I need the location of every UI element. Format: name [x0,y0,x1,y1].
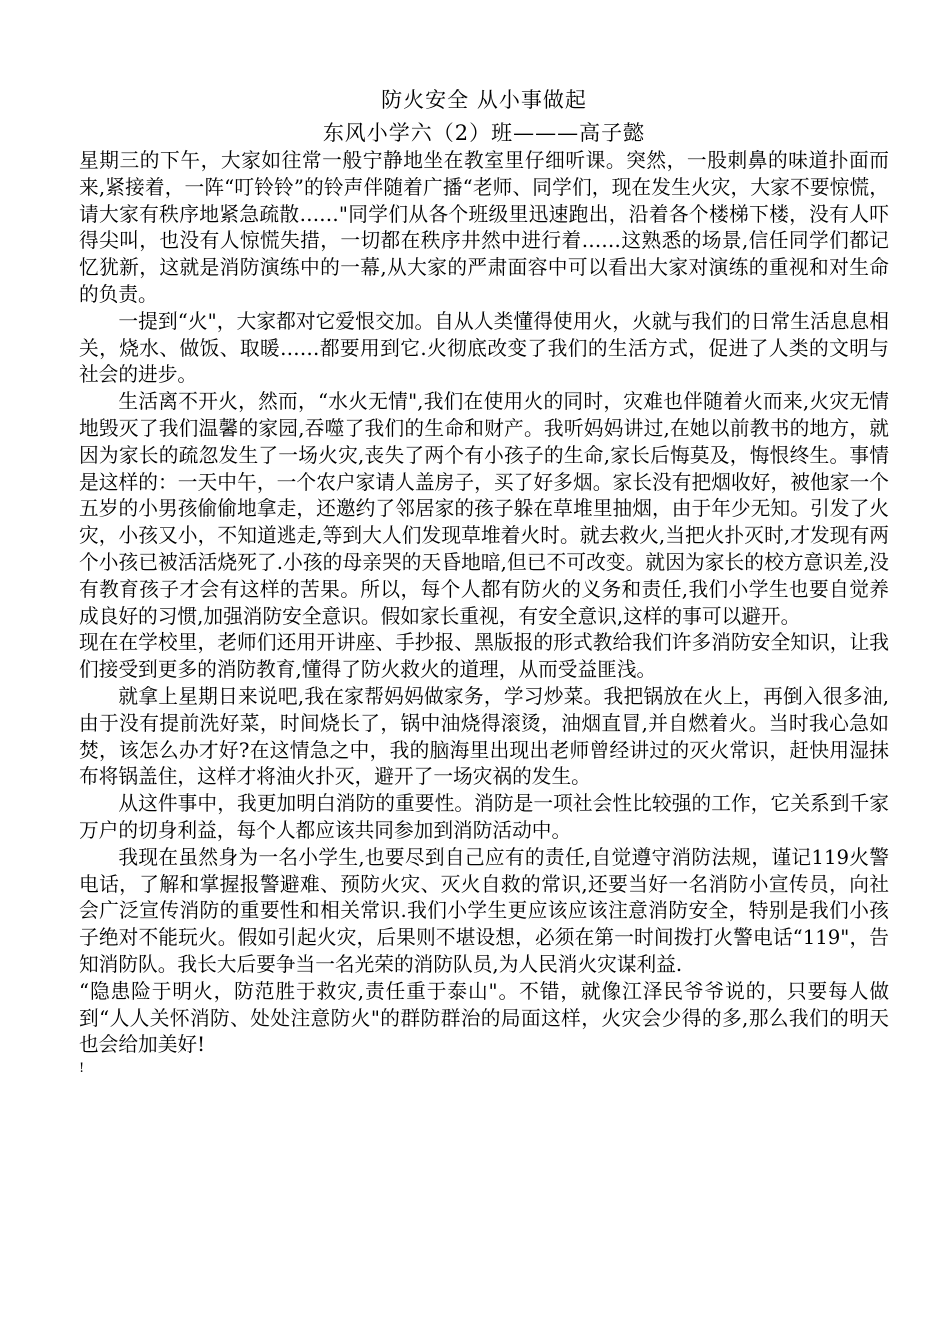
paragraph-8: “隐患险于明火，防范胜于救灾,责任重于泰山"。不错，就像江泽民爷爷说的，只要每人做到“人人关怀消防、处处注意防火"的群防群治的局面这样，火灾会少得的多,那么我们的明天也会给加美好! [79,979,889,1057]
paragraph-5: 就拿上星期日来说吧,我在家帮妈妈做家务，学习炒菜。我把锅放在火上，再倒入很多油,由于没有提前洗好菜，时间烧长了，锅中油烧得滚烫，油烟直冒,并自燃着火。当时我心急如焚，该怎么办才好?在这情急之中，我的脑海里出现出老师曾经讲过的灭火常识，赶快用湿抹布将锅盖住，这样才将油火扑灭，避开了一场灾祸的发生。 [79,684,889,789]
paragraph-1: 星期三的下午，大家如往常一般宁静地坐在教室里仔细听课。突然，一股刺鼻的味道扑面而来,紧接着，一阵“叮铃铃”的铃声伴随着广播“老师、同学们，现在发生火灾，大家不要惊慌，请大家有秩序地紧急疏散……"同学们从各个班级里迅速跑出，沿着各个楼梯下楼，没有人吓得尖叫，也没有人惊慌失措，一切都在秩序井然中进行着……这熟悉的场景,信任同学们都记忆犹新，这就是消防演练中的一幕,从大家的严肃面容中可以看出大家对演练的重视和对生命的负责。 [79,149,889,306]
document-byline: 东风小学六（2）班———高子懿 [322,121,646,145]
paragraph-7: 我现在虽然身为一名小学生,也要尽到自己应有的责任,自觉遵守消防法规，谨记119火警电话，了解和掌握报警避难、预防火灾、灭火自救的常识,还要当好一名消防小宣传员，向社会广泛宣传消防的重要性和相关常识.我们小学生更应该应该注意消防安全，特别是我们小孩子绝对不能玩火。假如引起火灾，后果则不堪设想，必须在第一时间拨打火警电话“119"，告知消防队。我长大后要争当一名光荣的消防队员,为人民消火灾谋利益. [79,845,889,976]
document-title: 防火安全 从小事做起 [381,88,587,112]
paragraph-2: 一提到“火"，大家都对它爱恨交加。自从人类懂得使用火，火就与我们的日常生活息息相关，烧水、做饭、取暖……都要用到它.火彻底改变了我们的生活方式，促进了人类的文明与社会的进步。 [79,309,889,387]
document-page [79,82,889,1079]
paragraph-4: 现在在学校里，老师们还用开讲座、手抄报、黑版报的形式教给我们许多消防安全知识，让我们接受到更多的消防教育,懂得了防火救火的道理，从而受益匪浅。 [79,631,889,682]
paragraph-3: 生活离不开火，然而，“水火无情",我们在使用火的同时，灾难也伴随着火而来,火灾无情地毁灭了我们温馨的家园,吞噬了我们的生命和财产。我听妈妈讲过,在她以前教书的地方，就因为家长的疏忽发生了一场火灾,丧失了两个有小孩子的生命,家长后悔莫及，悔恨终生。事情是这样的：一天中午，一个农户家请人盖房子，买了好多烟。家长没有把烟收好，被他家一个五岁的小男孩偷偷地拿走，还邀约了邻居家的孩子躲在草堆里抽烟，由于年少无知。引发了火灾，小孩又小，不知道逃走,等到大人们发现草堆着火时。就去救火,当把火扑灭时,才发现有两个小孩已被活活烧死了.小孩的母亲哭的天昏地暗,但已不可改变。就因为家长的校方意识差,没有教育孩子才会有这样的苦果。所以，每个人都有防火的义务和责任,我们小学生也要自觉养成良好的习惯,加强消防安全意识。假如家长重视，有安全意识,这样的事可以避开。 [79,390,889,628]
trailing-mark: ! [79,1061,85,1077]
paragraph-6: 从这件事中，我更加明白消防的重要性。消防是一项社会性比较强的工作，它关系到千家万户的切身利益，每个人都应该共同参加到消防活动中。 [79,792,889,842]
